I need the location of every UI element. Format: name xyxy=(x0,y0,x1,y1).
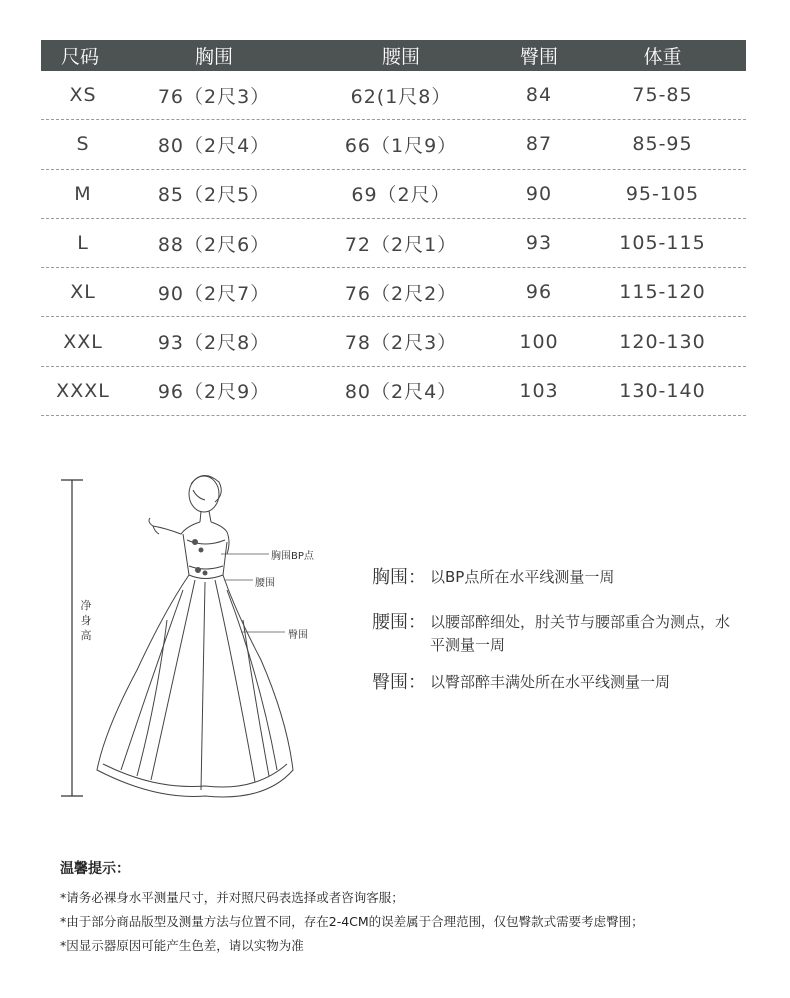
table-row xyxy=(41,120,746,169)
cell-weight: 130-140 xyxy=(619,379,706,402)
header-size: 尺码 xyxy=(61,46,100,68)
cell-bust: 76（2尺3） xyxy=(157,85,271,108)
cell-bust: 88（2尺6） xyxy=(157,233,271,256)
cell-size: M xyxy=(74,182,92,205)
definition-text: 以BP点所在水平线测量一周 xyxy=(430,568,615,586)
definition-term: 臀围： xyxy=(372,672,426,693)
tip-item: *因显示器原因可能产生色差，请以实物为准 xyxy=(60,938,304,953)
table-header xyxy=(41,40,746,71)
cell-size: XXL xyxy=(63,330,103,353)
cell-weight: 115-120 xyxy=(619,281,706,304)
definition-term: 胸围： xyxy=(372,567,426,588)
measurement-figure xyxy=(55,470,345,810)
table-row xyxy=(41,71,746,120)
table-row xyxy=(41,317,746,366)
table-row xyxy=(41,268,746,317)
cell-waist: 76（2尺2） xyxy=(344,282,458,305)
cell-bust: 96（2尺9） xyxy=(157,381,271,404)
size-table xyxy=(41,40,746,416)
cell-weight: 105-115 xyxy=(619,232,706,255)
cell-weight: 95-105 xyxy=(625,182,700,205)
table-row xyxy=(41,219,746,268)
cell-hip: 90 xyxy=(525,182,553,205)
definition-hip xyxy=(372,671,742,694)
definition-bust xyxy=(372,566,742,589)
cell-size: L xyxy=(77,232,89,255)
cell-waist: 66（1尺9） xyxy=(344,134,458,157)
cell-size: XXXL xyxy=(56,379,110,402)
cell-hip: 84 xyxy=(525,84,553,107)
cell-hip: 103 xyxy=(519,379,559,402)
header-waist: 腰围 xyxy=(381,46,420,68)
tips-title: 温馨提示： xyxy=(60,861,130,877)
dress-figure xyxy=(97,475,293,796)
header-bust: 胸围 xyxy=(194,46,233,68)
bust-annotation: 胸围BP点 xyxy=(271,551,314,562)
cell-waist: 78（2尺3） xyxy=(344,332,458,355)
measurement-definitions xyxy=(372,566,742,708)
definition-term: 腰围： xyxy=(372,612,426,633)
tip-item: *请务必裸身水平测量尺寸，并对照尺码表选择或者咨询客服； xyxy=(60,890,404,905)
cell-weight: 75-85 xyxy=(632,84,693,107)
definition-waist xyxy=(372,611,742,657)
hip-annotation: 臀围 xyxy=(288,630,308,641)
cell-waist: 80（2尺4） xyxy=(344,381,458,404)
cell-hip: 87 xyxy=(525,133,553,156)
cell-waist: 72（2尺1） xyxy=(344,233,458,256)
height-label: 净身高 xyxy=(80,599,92,642)
cell-bust: 90（2尺7） xyxy=(157,282,271,305)
cell-size: S xyxy=(76,133,90,156)
header-hip: 臀围 xyxy=(519,46,558,68)
definition-text: 以腰部醉细处，肘关节与腰部重合为测点，水平测量一周 xyxy=(430,613,731,654)
table-row xyxy=(41,367,746,416)
cell-hip: 93 xyxy=(525,232,553,255)
cell-size: XS xyxy=(69,84,97,107)
waist-annotation: 腰围 xyxy=(255,578,275,589)
cell-waist: 62(1尺8） xyxy=(350,85,452,108)
cell-weight: 85-95 xyxy=(632,133,693,156)
header-weight: 体重 xyxy=(643,46,682,68)
cell-size: XL xyxy=(70,281,96,304)
cell-bust: 80（2尺4） xyxy=(157,134,271,157)
definition-text: 以臀部醉丰满处所在水平线测量一周 xyxy=(430,673,671,691)
leader-lines xyxy=(221,554,285,632)
table-row xyxy=(41,170,746,219)
cell-waist: 69（2尺） xyxy=(351,184,451,207)
cell-hip: 100 xyxy=(519,330,559,353)
cell-weight: 120-130 xyxy=(619,330,706,353)
tip-item: *由于部分商品版型及测量方法与位置不同，存在2-4CM的误差属于合理范围，仅包臀款式需要考虑臀围； xyxy=(60,914,644,929)
cell-hip: 96 xyxy=(525,281,553,304)
tips-section xyxy=(60,858,760,958)
cell-bust: 85（2尺5） xyxy=(157,184,271,207)
cell-bust: 93（2尺8） xyxy=(157,332,271,355)
